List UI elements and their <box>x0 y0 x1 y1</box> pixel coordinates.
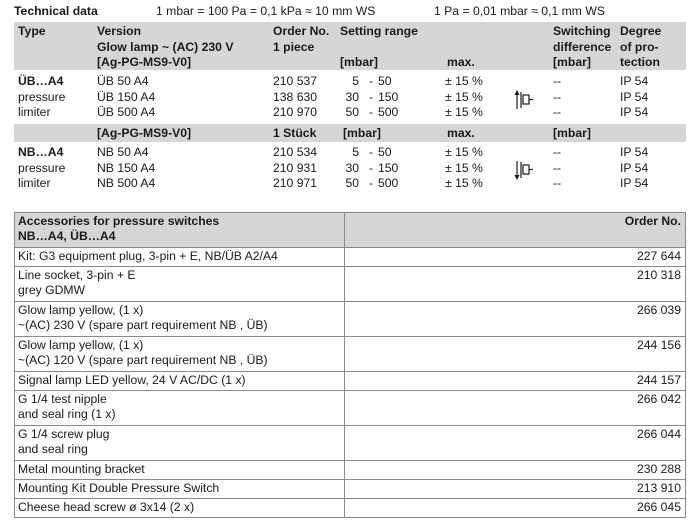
ub-row-max: ± 15 % <box>445 90 483 104</box>
nb-row-hi: 50 <box>378 145 392 159</box>
nb-row-dash: - <box>369 145 374 159</box>
col-version: Version <box>97 24 142 38</box>
col-order-unit: 1 piece <box>273 40 315 54</box>
accessory-desc <box>15 337 345 372</box>
accessories-header <box>15 213 345 248</box>
ub-row-hi: 50 <box>378 74 392 88</box>
accessory-desc-line-2: and seal ring <box>18 442 88 456</box>
ub-row-lo: 5 <box>352 74 359 88</box>
nb-row-lo: 5 <box>352 145 359 159</box>
accessory-order: 230 288 <box>345 461 686 480</box>
accessory-order: 244 157 <box>345 372 686 391</box>
accessories-header-row <box>15 213 686 248</box>
accessory-order: 213 910 <box>345 480 686 499</box>
accessories-order-header: Order No. <box>345 213 686 248</box>
accessory-desc-line-1: Line socket, 3-pin + E <box>18 268 136 282</box>
nb-row-version: NB 50 A4 <box>97 145 149 159</box>
accessory-order: 266 044 <box>345 426 686 461</box>
ub-row-switching: -- <box>553 105 562 119</box>
ub-row-max: ± 15 % <box>445 105 483 119</box>
ub-row-dash: - <box>369 105 374 119</box>
nb-type-name: NB…A4 <box>18 145 64 159</box>
unit-conversion-1: 1 mbar = 100 Pa = 0,1 kPa ≈ 10 mm WS <box>156 4 376 18</box>
nb-row-version: NB 500 A4 <box>97 176 156 190</box>
col-version-material: [Ag-PG-MS9-V0] <box>97 55 192 69</box>
sub-max: max. <box>447 126 475 140</box>
accessories-subtitle: NB…A4, ÜB…A4 <box>18 229 116 243</box>
ub-row-version: ÜB 500 A4 <box>97 105 156 119</box>
sub-order: 1 Stück <box>273 126 317 140</box>
accessory-order: 266 039 <box>345 302 686 337</box>
accessory-desc-line-1: G 1/4 test nipple <box>18 392 107 406</box>
unit-conversion-2: 1 Pa = 0,01 mbar ≈ 0,1 mm WS <box>434 4 605 18</box>
accessory-desc: Metal mounting bracket <box>15 461 345 480</box>
ub-row-switching: -- <box>553 74 562 88</box>
nb-row-ip: IP 54 <box>620 161 649 175</box>
table-row <box>15 480 686 499</box>
section-title: Technical data <box>14 4 98 18</box>
nb-row-switching: -- <box>553 145 562 159</box>
nb-row-max: ± 15 % <box>445 161 483 175</box>
nb-row-dash: - <box>369 161 374 175</box>
ub-type-name: ÜB…A4 <box>18 74 64 88</box>
ub-row-ip: IP 54 <box>620 90 649 104</box>
accessory-desc-line-2: and seal ring (1 x) <box>18 407 116 421</box>
nb-row-max: ± 15 % <box>445 145 483 159</box>
accessories-table <box>14 212 686 518</box>
table-row <box>15 426 686 461</box>
col-switching: Switching <box>553 24 611 38</box>
accessory-desc-line-1: G 1/4 screw plug <box>18 427 110 441</box>
table-row <box>15 267 686 302</box>
accessory-order: 244 156 <box>345 337 686 372</box>
table-row <box>15 248 686 267</box>
ub-row-hi: 500 <box>378 105 399 119</box>
col-version-lamp: Glow lamp ~ (AC) 230 V <box>97 40 234 54</box>
accessory-desc: Mounting Kit Double Pressure Switch <box>15 480 345 499</box>
col-switching-2: difference <box>553 40 612 54</box>
table-row <box>15 337 686 372</box>
col-setting-unit: [mbar] <box>340 55 378 69</box>
nb-row-ip: IP 54 <box>620 145 649 159</box>
accessory-desc <box>15 267 345 302</box>
accessory-desc-line-2: grey GDMW <box>18 283 86 297</box>
pressure-rise-switch-icon <box>512 88 536 112</box>
accessory-desc: Signal lamp LED yellow, 24 V AC/DC (1 x) <box>15 372 345 391</box>
accessory-order: 227 644 <box>345 248 686 267</box>
ub-type-desc-2: limiter <box>18 105 51 119</box>
col-switching-unit: [mbar] <box>553 55 591 69</box>
nb-row-lo: 30 <box>345 161 359 175</box>
accessory-order: 266 045 <box>345 499 686 518</box>
col-type: Type <box>18 24 46 38</box>
ub-row-dash: - <box>369 90 374 104</box>
nb-row-lo: 50 <box>345 176 359 190</box>
table-row <box>15 499 686 518</box>
table-row <box>15 391 686 426</box>
nb-row-order: 210 971 <box>273 176 318 190</box>
table-row <box>15 302 686 337</box>
ub-row-lo: 30 <box>345 90 359 104</box>
sub-switching-unit: [mbar] <box>553 126 591 140</box>
col-setting-range: Setting range <box>340 24 418 38</box>
accessory-desc <box>15 426 345 461</box>
ub-row-order: 138 630 <box>273 90 318 104</box>
ub-row-version: ÜB 150 A4 <box>97 90 156 104</box>
nb-row-dash: - <box>369 176 374 190</box>
accessory-desc <box>15 302 345 337</box>
nb-row-order: 210 931 <box>273 161 318 175</box>
nb-row-switching: -- <box>553 161 562 175</box>
ub-row-lo: 50 <box>345 105 359 119</box>
nb-row-hi: 150 <box>378 161 399 175</box>
ub-row-order: 210 537 <box>273 74 318 88</box>
table-row <box>15 461 686 480</box>
sub-setting-unit: [mbar] <box>343 126 381 140</box>
ub-row-max: ± 15 % <box>445 74 483 88</box>
col-degree-2: of pro- <box>620 40 659 54</box>
table-row <box>15 372 686 391</box>
nb-type-desc-1: pressure <box>18 161 66 175</box>
nb-row-order: 210 534 <box>273 145 318 159</box>
nb-row-ip: IP 54 <box>620 176 649 190</box>
ub-row-hi: 150 <box>378 90 399 104</box>
sub-version: [Ag-PG-MS9-V0] <box>97 126 192 140</box>
accessory-order: 210 318 <box>345 267 686 302</box>
accessory-desc: Kit: G3 equipment plug, 3-pin + E, NB/ÜB A2/A4 <box>15 248 345 267</box>
accessory-desc-line-1: Glow lamp yellow, (1 x) <box>18 338 144 352</box>
accessory-desc-line-1: Glow lamp yellow, (1 x) <box>18 303 144 317</box>
accessory-desc-line-2: ~(AC) 230 V (spare part requirement NB , ÜB) <box>18 318 268 332</box>
col-degree-3: tection <box>620 55 660 69</box>
ub-row-switching: -- <box>553 90 562 104</box>
ub-row-ip: IP 54 <box>620 105 649 119</box>
accessory-order: 266 042 <box>345 391 686 426</box>
accessory-desc-line-2: ~(AC) 120 V (spare part requirement NB , ÜB) <box>18 353 268 367</box>
nb-row-switching: -- <box>553 176 562 190</box>
ub-row-order: 210 970 <box>273 105 318 119</box>
pressure-fall-switch-icon <box>512 158 536 182</box>
col-order: Order No. <box>273 24 330 38</box>
nb-row-version: NB 150 A4 <box>97 161 156 175</box>
ub-type-desc-1: pressure <box>18 90 66 104</box>
col-max: max. <box>447 55 475 69</box>
nb-type-desc-2: limiter <box>18 176 51 190</box>
accessories-title: Accessories for pressure switches <box>18 214 220 228</box>
ub-row-ip: IP 54 <box>620 74 649 88</box>
nb-row-hi: 500 <box>378 176 399 190</box>
col-degree: Degree <box>620 24 662 38</box>
accessory-desc: Cheese head screw ø 3x14 (2 x) <box>15 499 345 518</box>
nb-row-max: ± 15 % <box>445 176 483 190</box>
accessory-desc <box>15 391 345 426</box>
ub-row-version: ÜB 50 A4 <box>97 74 149 88</box>
ub-row-dash: - <box>369 74 374 88</box>
